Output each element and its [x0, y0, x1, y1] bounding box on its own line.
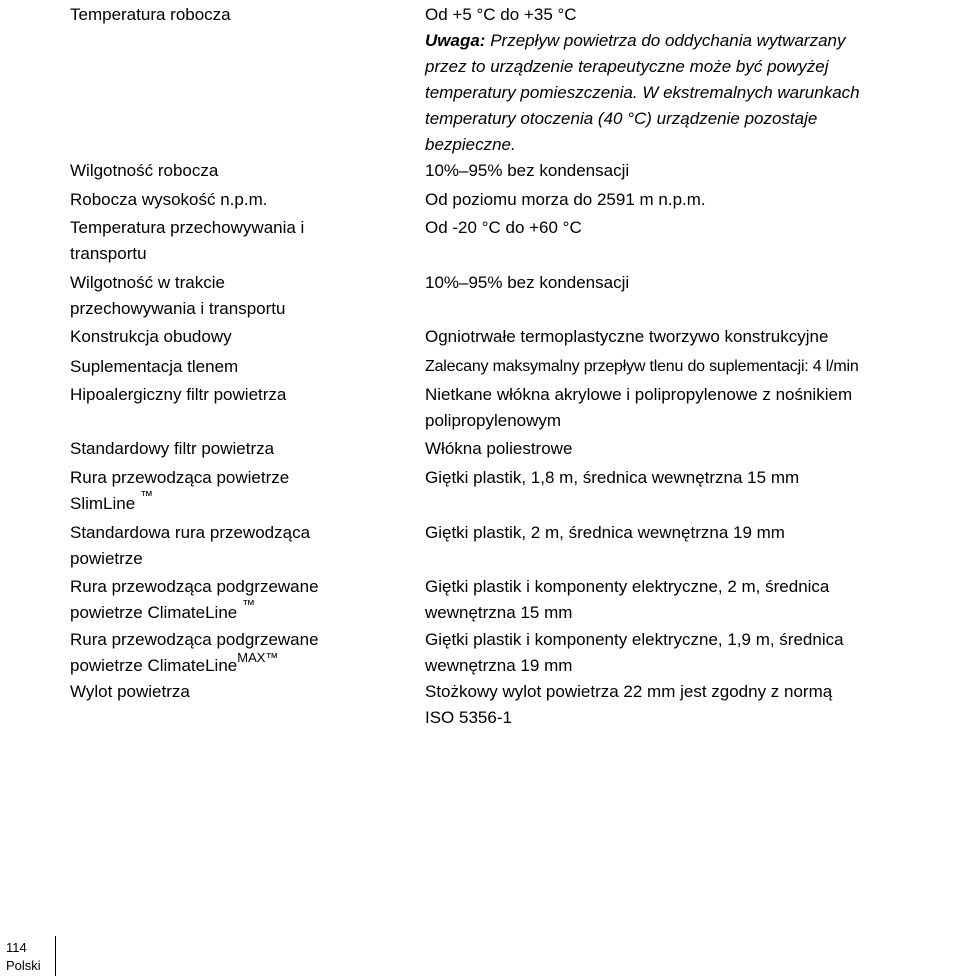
spec-label-line: Standardowa rura przewodząca: [70, 523, 311, 542]
warning-note-lead: Uwaga:: [425, 31, 486, 50]
warning-note-first-line: [425, 28, 955, 54]
spec-label-line: Rura przewodząca podgrzewane: [70, 577, 319, 596]
product-name: powietrze ClimateLine: [70, 656, 238, 675]
spec-label-line: Robocza wysokość n.p.m.: [70, 190, 268, 209]
spec-value-line: wewnętrzna 15 mm: [425, 603, 573, 622]
spec-value: [425, 382, 955, 434]
spec-value-line: Włókna poliestrowe: [425, 439, 573, 458]
spec-label: [70, 679, 400, 705]
spec-label: [70, 436, 400, 462]
spec-value-line: 10%–95% bez kondensacji: [425, 273, 630, 292]
spec-value-line: Giętki plastik i komponenty elektryczne, 1,9 m, średnica: [425, 630, 844, 649]
spec-value: [425, 2, 955, 158]
spec-label: [70, 324, 400, 350]
spec-value: [425, 354, 955, 380]
spec-value-line: Giętki plastik, 1,8 m, średnica wewnętrzna 15 mm: [425, 468, 800, 487]
trademark-mark: ™: [139, 488, 153, 504]
spec-value-line: polipropylenowym: [425, 411, 562, 430]
spec-label-line: [70, 488, 400, 517]
spec-label-line: powietrze: [70, 549, 143, 568]
spec-value-line: Giętki plastik, 2 m, średnica wewnętrzna 19 mm: [425, 523, 785, 542]
spec-label: [70, 520, 400, 572]
spec-label-line: transportu: [70, 244, 147, 263]
spec-label-line: Temperatura przechowywania i: [70, 218, 305, 237]
spec-label: [70, 465, 400, 517]
spec-value: [425, 520, 955, 546]
spec-label-line: Standardowy filtr powietrza: [70, 439, 275, 458]
spec-value-line: 10%–95% bez kondensacji: [425, 161, 630, 180]
spec-label-line: Konstrukcja obudowy: [70, 327, 232, 346]
product-name: SlimLine: [70, 494, 136, 513]
spec-label: [70, 382, 400, 408]
spec-label: [70, 627, 400, 679]
spec-label: [70, 574, 400, 626]
spec-label: [70, 270, 400, 322]
spec-value: [425, 465, 955, 491]
spec-value-line: Zalecany maksymalny przepływ tlenu do suplementacji: 4 l/min: [425, 358, 859, 375]
page-number: 114: [6, 940, 27, 955]
spec-value-line: Od +5 °C do +35 °C: [425, 5, 577, 24]
warning-note-line: temperatury otoczenia (40 °C) urządzenie pozostaje: [425, 109, 818, 128]
language-label: Polski: [6, 958, 41, 973]
spec-value: [425, 679, 955, 731]
spec-value: [425, 324, 955, 350]
spec-label-line: Wilgotność w trakcie: [70, 273, 225, 292]
spec-label-line: przechowywania i transportu: [70, 299, 286, 318]
page-footer: [0, 936, 56, 976]
trademark-mark: MAX™: [237, 650, 279, 666]
spec-value-line: ISO 5356-1: [425, 708, 512, 727]
spec-label: [70, 354, 400, 380]
product-name: powietrze ClimateLine: [70, 603, 238, 622]
warning-note-line: bezpieczne.: [425, 135, 516, 154]
spec-value: [425, 270, 955, 296]
spec-value: [425, 215, 955, 241]
warning-note-line: przez to urządzenie terapeutyczne może być powyżej: [425, 57, 829, 76]
spec-label: [70, 2, 400, 28]
spec-label-line: [70, 597, 400, 626]
spec-label-line: Wylot powietrza: [70, 682, 190, 701]
trademark-mark: ™: [241, 597, 255, 613]
spec-label: [70, 215, 400, 267]
spec-value-line: Nietkane włókna akrylowe i polipropylenowe z nośnikiem: [425, 385, 853, 404]
spec-label-line: Rura przewodząca powietrze: [70, 468, 290, 487]
spec-label: [70, 158, 400, 184]
spec-value-line: Stożkowy wylot powietrza 22 mm jest zgodny z normą: [425, 682, 833, 701]
spec-label-line: Hipoalergiczny filtr powietrza: [70, 385, 287, 404]
spec-value-line: Ogniotrwałe termoplastyczne tworzywo konstrukcyjne: [425, 327, 829, 346]
spec-value: [425, 574, 955, 626]
spec-value: [425, 436, 955, 462]
spec-value: [425, 627, 955, 679]
spec-value-line: Od poziomu morza do 2591 m n.p.m.: [425, 190, 706, 209]
warning-note-text: Przepływ powietrza do oddychania wytwarzany: [485, 31, 846, 50]
spec-label: [70, 187, 400, 213]
spec-label-line: Wilgotność robocza: [70, 161, 219, 180]
spec-value-line: Giętki plastik i komponenty elektryczne, 2 m, średnica: [425, 577, 830, 596]
spec-value: [425, 187, 955, 213]
spec-label-line: [70, 650, 400, 679]
spec-value-line: wewnętrzna 19 mm: [425, 656, 573, 675]
spec-label-line: Rura przewodząca podgrzewane: [70, 630, 319, 649]
spec-label-line: Suplementacja tlenem: [70, 357, 239, 376]
spec-value-line: Od -20 °C do +60 °C: [425, 218, 582, 237]
spec-label-line: Temperatura robocza: [70, 5, 231, 24]
spec-value: [425, 158, 955, 184]
warning-note-line: temperatury pomieszczenia. W ekstremalnych warunkach: [425, 83, 860, 102]
